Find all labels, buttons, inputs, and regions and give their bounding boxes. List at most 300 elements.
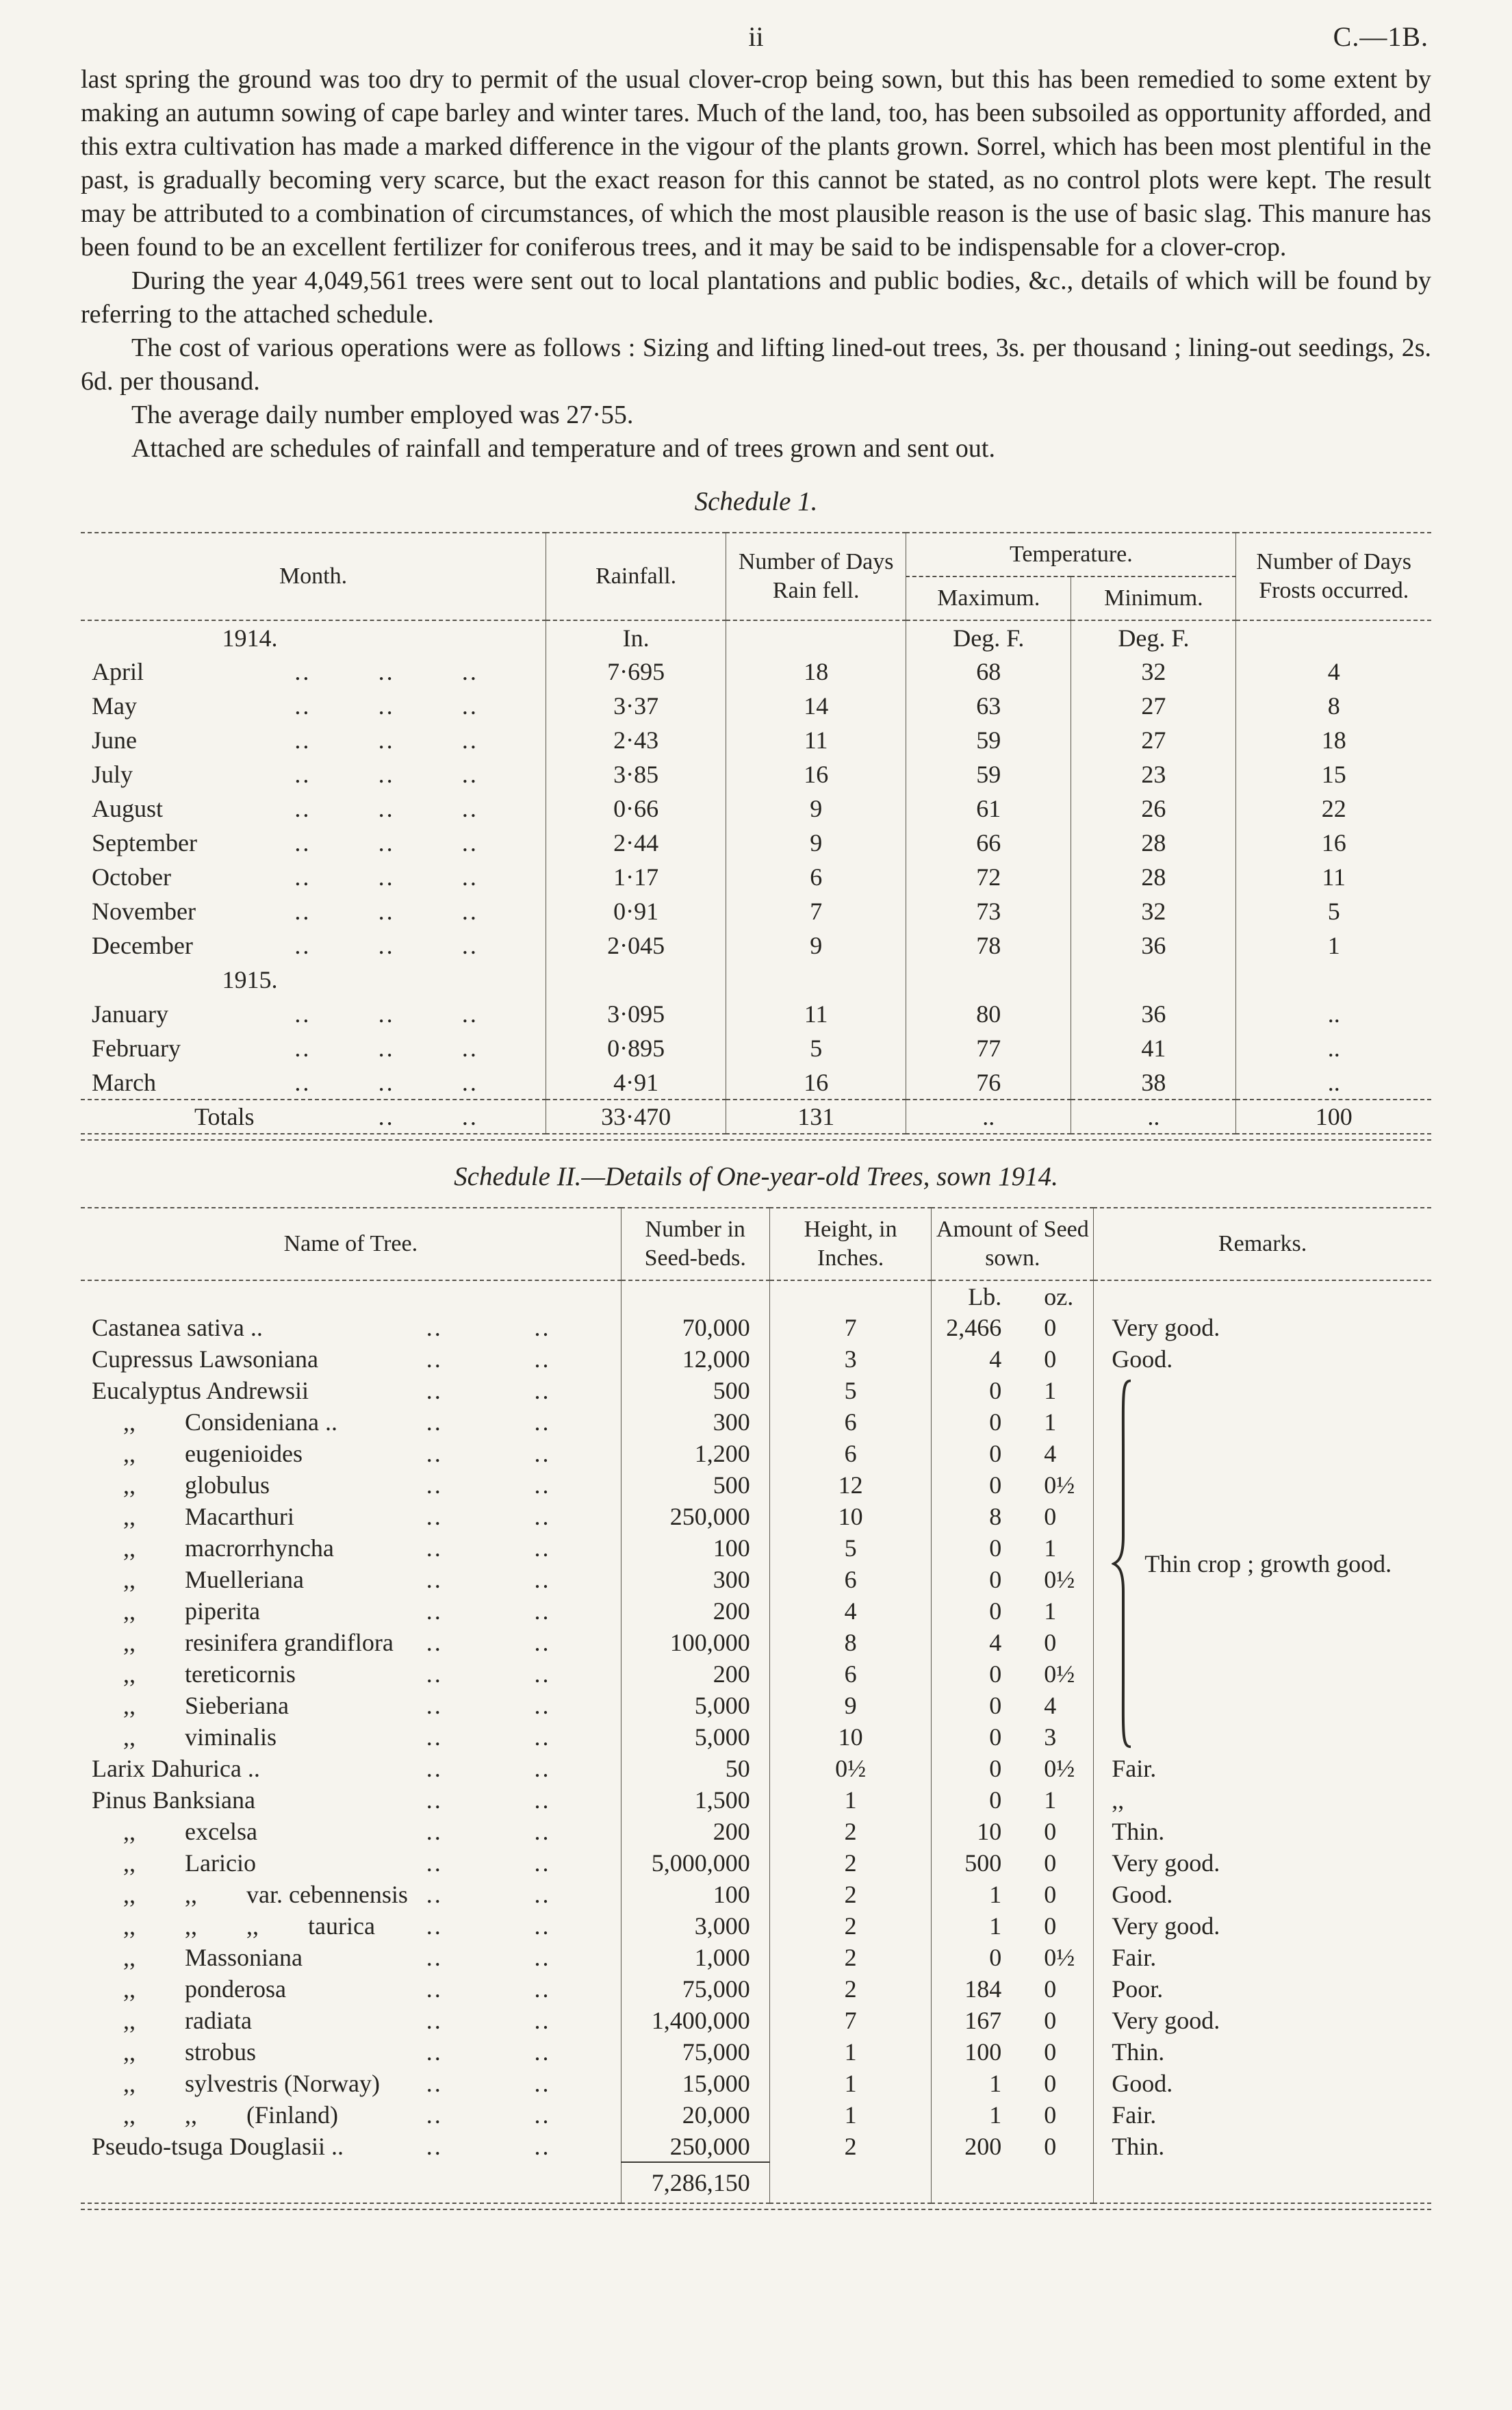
seed-amount-cell <box>932 1438 1094 1469</box>
dot-leader: .. <box>378 829 395 857</box>
tree-name-label: tereticornis <box>185 1660 296 1688</box>
body-paragraph: During the year 4,049,561 trees were sent out to local plantations and public bodies, &c., details of which will be found by referring to the attached schedule. <box>81 266 1431 329</box>
seed-oz-value: 0 <box>1044 2070 1057 2097</box>
tree-name-label: Muelleriana <box>185 1566 304 1593</box>
schedule1-data-row <box>81 1065 1431 1100</box>
seedbed-number-cell: 300 <box>621 1564 769 1595</box>
dot-leader: .. <box>378 1000 395 1028</box>
height-cell: 7 <box>769 1312 932 1343</box>
ditto-mark: ,, <box>123 2038 136 2066</box>
seed-oz-value: 0 <box>1044 1912 1057 1940</box>
dot-leader: .. <box>426 1440 443 1467</box>
month-label: August <box>92 795 164 822</box>
col-header-height: Height, in Inches. <box>769 1208 932 1280</box>
col-header-number: Number in Seed-beds. <box>621 1208 769 1280</box>
seed-amount-cell <box>932 2099 1094 2131</box>
body-paragraph: The cost of various operations were as follows : Sizing and lifting lined-out trees, 3s. per thousand ; lining-out seedings, 2s. 6d. per thousand. <box>81 333 1431 396</box>
seed-oz-value: 0 <box>1044 1881 1057 1908</box>
tree-name-label: globulus <box>185 1471 270 1499</box>
min-temp-cell: 32 <box>1071 655 1236 689</box>
dot-leader: .. <box>426 1692 443 1719</box>
rainfall-cell: In. <box>546 620 726 655</box>
rainfall-cell: 3·095 <box>546 997 726 1031</box>
frost-days-cell: 8 <box>1236 689 1431 723</box>
total-rain-days-cell: 131 <box>726 1100 906 1134</box>
schedule2-data-row <box>81 1784 1431 1816</box>
tree-name-label: resinifera grandiflora <box>185 1629 394 1656</box>
schedule2-data-row <box>81 1753 1431 1784</box>
page-number: ii <box>748 21 764 52</box>
rainfall-cell: 0·895 <box>546 1031 726 1065</box>
dot-leader: .. <box>461 761 478 788</box>
tree-name-cell <box>81 2131 621 2162</box>
dot-leader: .. <box>426 1786 443 1814</box>
seed-amount-cell <box>932 1532 1094 1564</box>
dot-leader: .. <box>534 1881 551 1908</box>
rainfall-cell: 0·91 <box>546 894 726 928</box>
seed-lb-value: 2,466 <box>946 1314 1002 1341</box>
min-temp-cell: Deg. F. <box>1071 620 1236 655</box>
tree-name-cell <box>81 2005 621 2036</box>
seed-lb-value: 1 <box>989 1881 1002 1908</box>
dot-leader: .. <box>534 1471 551 1499</box>
lb-unit-label: Lb. <box>968 1282 1002 1310</box>
month-cell <box>81 620 546 655</box>
schedule1-head <box>81 533 1431 620</box>
seed-amount-cell <box>932 1627 1094 1658</box>
month-label: November <box>92 898 196 925</box>
dot-leader: .. <box>426 1944 443 1971</box>
rain-days-cell: 11 <box>726 997 906 1031</box>
seedbed-number-cell: 100 <box>621 1532 769 1564</box>
totals-label-cell <box>81 1100 546 1134</box>
seedbed-number-cell: 75,000 <box>621 2036 769 2068</box>
schedule1-year-row <box>81 620 1431 655</box>
month-label: February <box>92 1035 181 1062</box>
height-cell: 6 <box>769 1406 932 1438</box>
dot-leader: .. <box>294 692 311 720</box>
tree-name-cell <box>81 1816 621 1847</box>
dot-leader: .. <box>461 1035 478 1062</box>
dot-leader: .. <box>294 1035 311 1062</box>
seed-lb-value: 0 <box>989 1660 1002 1688</box>
schedule2-data-row <box>81 1973 1431 2005</box>
remark-cell: Very good. <box>1094 2005 1431 2036</box>
seed-lb-value: 4 <box>989 1345 1002 1373</box>
rain-days-cell: 18 <box>726 655 906 689</box>
document-reference: C.—1B. <box>1333 21 1428 52</box>
dot-leader: .. <box>426 1849 443 1877</box>
min-temp-cell: 36 <box>1071 928 1236 963</box>
max-temp-cell <box>906 963 1071 997</box>
seedbed-number-cell: 1,200 <box>621 1438 769 1469</box>
schedule1-data-row <box>81 655 1431 689</box>
dot-leader: .. <box>426 1566 443 1593</box>
seed-oz-value: 0½ <box>1044 1755 1075 1782</box>
schedule2-data-row <box>81 1343 1431 1375</box>
total-rainfall-cell: 33·470 <box>546 1100 726 1134</box>
dot-leader: .. <box>461 795 478 822</box>
seed-oz-value: 0½ <box>1044 1566 1075 1593</box>
col-header-tree-name: Name of Tree. <box>283 1231 418 1256</box>
rain-days-cell: 9 <box>726 791 906 826</box>
seed-oz-value: 0½ <box>1044 1471 1075 1499</box>
group-remark-cell <box>1094 1375 1431 1753</box>
frost-days-cell: .. <box>1236 997 1431 1031</box>
col-header-remarks: Remarks. <box>1094 1208 1431 1280</box>
seed-lb-value: 0 <box>989 1755 1002 1782</box>
ditto-mark: ,, <box>185 2101 197 2129</box>
rain-days-cell <box>726 620 906 655</box>
dot-leader: .. <box>294 1068 311 1096</box>
dot-leader: .. <box>534 2101 551 2129</box>
max-temp-cell: 77 <box>906 1031 1071 1065</box>
height-cell: 2 <box>769 2131 932 2162</box>
units-spacer-cell <box>1094 1280 1431 1312</box>
max-temp-cell: 78 <box>906 928 1071 963</box>
schedule1-data-row <box>81 757 1431 791</box>
dot-leader: .. <box>378 1035 395 1062</box>
seed-amount-cell <box>932 1784 1094 1816</box>
schedule2-title: Schedule II.—Details of One-year-old Trees, sown 1914. <box>454 1162 1058 1191</box>
dot-leader: .. <box>534 1440 551 1467</box>
schedule1-year-row <box>81 963 1431 997</box>
seed-amount-cell <box>932 1375 1094 1406</box>
rain-days-cell: 5 <box>726 1031 906 1065</box>
tree-name-cell <box>81 2099 621 2131</box>
height-cell: 10 <box>769 1501 932 1532</box>
seed-lb-value: 0 <box>989 1597 1002 1625</box>
remark-cell: Good. <box>1094 2068 1431 2099</box>
schedule2-data-row <box>81 1879 1431 1910</box>
page-header <box>81 21 1431 63</box>
rainfall-cell: 3·37 <box>546 689 726 723</box>
dot-leader: .. <box>294 1000 311 1028</box>
remark-cell: Good. <box>1094 1879 1431 1910</box>
dot-leader: .. <box>294 726 311 754</box>
schedule1-data-row <box>81 689 1431 723</box>
schedule1-data-row <box>81 860 1431 894</box>
month-label: April <box>92 658 144 685</box>
schedule1-title: Schedule 1. <box>694 487 818 516</box>
schedule1-data-row <box>81 791 1431 826</box>
tree-name-cell <box>81 1564 621 1595</box>
frost-days-cell: .. <box>1236 1065 1431 1100</box>
horizontal-rule <box>81 2209 1431 2210</box>
seed-lb-value: 0 <box>989 1944 1002 1971</box>
seed-lb-value: 100 <box>964 2038 1002 2066</box>
seed-lb-value: 10 <box>977 1818 1002 1845</box>
dot-leader: .. <box>426 1408 443 1436</box>
seed-oz-value: 0 <box>1044 1503 1057 1530</box>
seed-amount-cell <box>932 1469 1094 1501</box>
height-cell: 2 <box>769 1847 932 1879</box>
seed-oz-value: 0½ <box>1044 1944 1075 1971</box>
rain-days-cell: 9 <box>726 826 906 860</box>
grand-total-cell: 7,286,150 <box>621 2162 769 2203</box>
total-spacer-cell <box>81 2162 621 2203</box>
tree-name-label: Pinus Banksiana <box>92 1786 255 1814</box>
ditto-mark: ,, <box>123 1660 136 1688</box>
height-cell: 5 <box>769 1532 932 1564</box>
col-header-rain-days: Number of Days Rain fell. <box>726 533 906 620</box>
remark-cell: Very good. <box>1094 1847 1431 1879</box>
seed-oz-value: 0 <box>1044 2007 1057 2034</box>
dot-leader: .. <box>426 1818 443 1845</box>
frost-days-cell: 11 <box>1236 860 1431 894</box>
seed-amount-cell <box>932 1753 1094 1784</box>
seed-amount-cell <box>932 1879 1094 1910</box>
remark-cell: Thin. <box>1094 2036 1431 2068</box>
seed-amount-cell <box>932 1816 1094 1847</box>
month-cell <box>81 757 546 791</box>
frost-days-cell: .. <box>1236 1031 1431 1065</box>
month-cell <box>81 689 546 723</box>
dot-leader: .. <box>378 726 395 754</box>
dot-leader: .. <box>534 1566 551 1593</box>
rainfall-cell: 7·695 <box>546 655 726 689</box>
dot-leader: .. <box>461 1103 478 1130</box>
total-max-cell: .. <box>906 1100 1071 1134</box>
seedbed-number-cell: 200 <box>621 1816 769 1847</box>
height-cell: 2 <box>769 1910 932 1942</box>
tree-name-label: eugenioides <box>185 1440 303 1467</box>
dot-leader: .. <box>534 2133 551 2160</box>
schedule1-data-row <box>81 894 1431 928</box>
tree-name-cell <box>81 1973 621 2005</box>
seed-amount-cell <box>932 1690 1094 1721</box>
col-header-minimum: Minimum. <box>1071 576 1236 620</box>
seedbed-number-cell: 500 <box>621 1375 769 1406</box>
height-cell: 10 <box>769 1721 932 1753</box>
dot-leader: .. <box>426 1881 443 1908</box>
seed-lb-value: 0 <box>989 1377 1002 1404</box>
height-cell: 1 <box>769 1784 932 1816</box>
remark-cell: Very good. <box>1094 1312 1431 1343</box>
col-header-frost-days: Number of Days Frosts occurred. <box>1236 533 1431 620</box>
dot-leader: .. <box>461 1068 478 1096</box>
seed-oz-value: 0½ <box>1044 1660 1075 1688</box>
tree-name-label: strobus <box>185 2038 257 2066</box>
month-label: July <box>92 761 133 788</box>
seed-oz-value: 0 <box>1044 1345 1057 1373</box>
ditto-mark: ,, <box>123 1723 136 1751</box>
max-temp-cell: 63 <box>906 689 1071 723</box>
month-label: June <box>92 726 137 754</box>
seed-amount-cell <box>932 1406 1094 1438</box>
tree-name-label: Consideniana .. <box>185 1408 337 1436</box>
dot-leader: .. <box>461 932 478 959</box>
seed-oz-value: 3 <box>1044 1723 1057 1751</box>
tree-name-label: Cupressus Lawsoniana <box>92 1345 318 1373</box>
month-label: May <box>92 692 137 720</box>
tree-name-cell <box>81 1879 621 1910</box>
seed-amount-cell <box>932 1910 1094 1942</box>
seed-lb-value: 0 <box>989 1440 1002 1467</box>
max-temp-cell: 59 <box>906 757 1071 791</box>
dot-leader: .. <box>534 1377 551 1404</box>
month-label: December <box>92 932 193 959</box>
tree-name-label: Sieberiana <box>185 1692 289 1719</box>
seed-lb-value: 167 <box>964 2007 1002 2034</box>
seed-oz-value: 4 <box>1044 1440 1057 1467</box>
dot-leader: .. <box>534 1629 551 1656</box>
seedbed-number-cell: 75,000 <box>621 1973 769 2005</box>
rainfall-cell: 4·91 <box>546 1065 726 1100</box>
frost-days-cell <box>1236 963 1431 997</box>
tree-name-cell <box>81 1469 621 1501</box>
body-paragraph: The average daily number employed was 27·55. <box>131 401 634 429</box>
month-cell <box>81 894 546 928</box>
min-temp-cell: 28 <box>1071 826 1236 860</box>
schedule1-data-row <box>81 1031 1431 1065</box>
frost-days-cell: 15 <box>1236 757 1431 791</box>
seed-amount-cell <box>932 2036 1094 2068</box>
seed-amount-cell <box>932 2131 1094 2162</box>
tree-name-cell <box>81 1595 621 1627</box>
rain-days-cell: 9 <box>726 928 906 963</box>
rainfall-cell: 2·44 <box>546 826 726 860</box>
height-cell: 2 <box>769 1816 932 1847</box>
frost-days-cell: 18 <box>1236 723 1431 757</box>
tree-name-label: Larix Dahurica .. <box>92 1755 260 1782</box>
seed-lb-value: 1 <box>989 2101 1002 2129</box>
seed-oz-value: 1 <box>1044 1786 1057 1814</box>
dot-leader: .. <box>461 863 478 891</box>
dot-leader: .. <box>534 1975 551 2003</box>
total-min-cell: .. <box>1071 1100 1236 1134</box>
seedbed-number-cell: 500 <box>621 1469 769 1501</box>
tree-name-label: Eucalyptus Andrewsii <box>92 1377 309 1404</box>
month-cell <box>81 1065 546 1100</box>
dot-leader: .. <box>534 1723 551 1751</box>
dot-leader: .. <box>534 2007 551 2034</box>
seed-amount-cell <box>932 1595 1094 1627</box>
dot-leader: .. <box>534 1314 551 1341</box>
dot-leader: .. <box>378 932 395 959</box>
seed-lb-value: 1 <box>989 1912 1002 1940</box>
amount-units-cell <box>932 1280 1094 1312</box>
month-cell <box>81 963 546 997</box>
frost-days-cell: 4 <box>1236 655 1431 689</box>
seed-lb-value: 8 <box>989 1503 1002 1530</box>
rain-days-cell <box>726 963 906 997</box>
tree-name-label: viminalis <box>185 1723 277 1751</box>
dot-leader: .. <box>534 2038 551 2066</box>
dot-leader: .. <box>378 1068 395 1096</box>
oz-unit-label: oz. <box>1044 1282 1074 1310</box>
seed-lb-value: 0 <box>989 1723 1002 1751</box>
seed-amount-cell <box>932 1847 1094 1879</box>
seed-oz-value: 0 <box>1044 2038 1057 2066</box>
seedbed-number-cell: 12,000 <box>621 1343 769 1375</box>
frost-days-cell: 16 <box>1236 826 1431 860</box>
tree-name-label: Pseudo-tsuga Douglasii .. <box>92 2133 344 2160</box>
month-cell <box>81 723 546 757</box>
col-header-temperature: Temperature. <box>906 533 1236 576</box>
schedule2-data-row <box>81 2068 1431 2099</box>
units-spacer-cell <box>81 1280 621 1312</box>
height-cell: 2 <box>769 1879 932 1910</box>
dot-leader: .. <box>461 726 478 754</box>
schedule1-body <box>81 620 1431 1100</box>
ditto-mark: ,, <box>123 2007 136 2034</box>
month-label: March <box>92 1068 156 1096</box>
seedbed-number-cell: 100,000 <box>621 1627 769 1658</box>
dot-leader: .. <box>426 2133 443 2160</box>
min-temp-cell: 27 <box>1071 723 1236 757</box>
ditto-mark: ,, <box>123 1881 136 1908</box>
dot-leader: .. <box>294 795 311 822</box>
seedbed-number-cell: 15,000 <box>621 2068 769 2099</box>
rainfall-cell: 2·43 <box>546 723 726 757</box>
ditto-mark: ,, <box>123 2101 136 2129</box>
seed-oz-value: 0 <box>1044 1818 1057 1845</box>
dot-leader: .. <box>294 829 311 857</box>
seed-amount-cell <box>932 1564 1094 1595</box>
col-header-rainfall: Rainfall. <box>546 533 726 620</box>
dot-leader: .. <box>426 1660 443 1688</box>
schedule2-data-row <box>81 2099 1431 2131</box>
min-temp-cell: 32 <box>1071 894 1236 928</box>
remark-cell: Poor. <box>1094 1973 1431 2005</box>
units-spacer-cell <box>769 1280 932 1312</box>
tree-name-label: piperita <box>185 1597 260 1625</box>
dot-leader: .. <box>378 658 395 685</box>
height-cell: 8 <box>769 1627 932 1658</box>
schedule2-data-row <box>81 1847 1431 1879</box>
seed-amount-cell <box>932 1721 1094 1753</box>
dot-leader: .. <box>294 863 311 891</box>
seed-oz-value: 0 <box>1044 2133 1057 2160</box>
rain-days-cell: 7 <box>726 894 906 928</box>
schedule2-units-row <box>81 1280 1431 1312</box>
seed-lb-value: 184 <box>964 1975 1002 2003</box>
ditto-mark: ,, <box>123 1408 136 1436</box>
seedbed-number-cell: 50 <box>621 1753 769 1784</box>
seed-oz-value: 0 <box>1044 1314 1057 1341</box>
horizontal-rule <box>81 1139 1431 1141</box>
seed-lb-value: 500 <box>964 1849 1002 1877</box>
seed-lb-value: 0 <box>989 1534 1002 1562</box>
min-temp-cell: 26 <box>1071 791 1236 826</box>
max-temp-cell: 72 <box>906 860 1071 894</box>
dot-leader: .. <box>534 1534 551 1562</box>
schedule1-data-row <box>81 826 1431 860</box>
max-temp-cell: 68 <box>906 655 1071 689</box>
remark-cell: Good. <box>1094 1343 1431 1375</box>
height-cell: 4 <box>769 1595 932 1627</box>
seed-oz-value: 0 <box>1044 1849 1057 1877</box>
total-frosts-cell: 100 <box>1236 1100 1431 1134</box>
dot-leader: .. <box>461 898 478 925</box>
min-temp-cell: 27 <box>1071 689 1236 723</box>
tree-name-label: macrorrhyncha <box>185 1534 334 1562</box>
dot-leader: .. <box>534 1818 551 1845</box>
schedule2-head <box>81 1208 1431 1280</box>
dot-leader: .. <box>534 1597 551 1625</box>
dot-leader: .. <box>534 2070 551 2097</box>
tree-name-cell <box>81 1721 621 1753</box>
height-cell: 6 <box>769 1438 932 1469</box>
max-temp-cell: Deg. F. <box>906 620 1071 655</box>
month-cell <box>81 1031 546 1065</box>
ditto-mark: ,, <box>123 1975 136 2003</box>
seedbed-number-cell: 20,000 <box>621 2099 769 2131</box>
tree-name-cell <box>81 1438 621 1469</box>
dot-leader: .. <box>534 1408 551 1436</box>
height-cell: 9 <box>769 1690 932 1721</box>
